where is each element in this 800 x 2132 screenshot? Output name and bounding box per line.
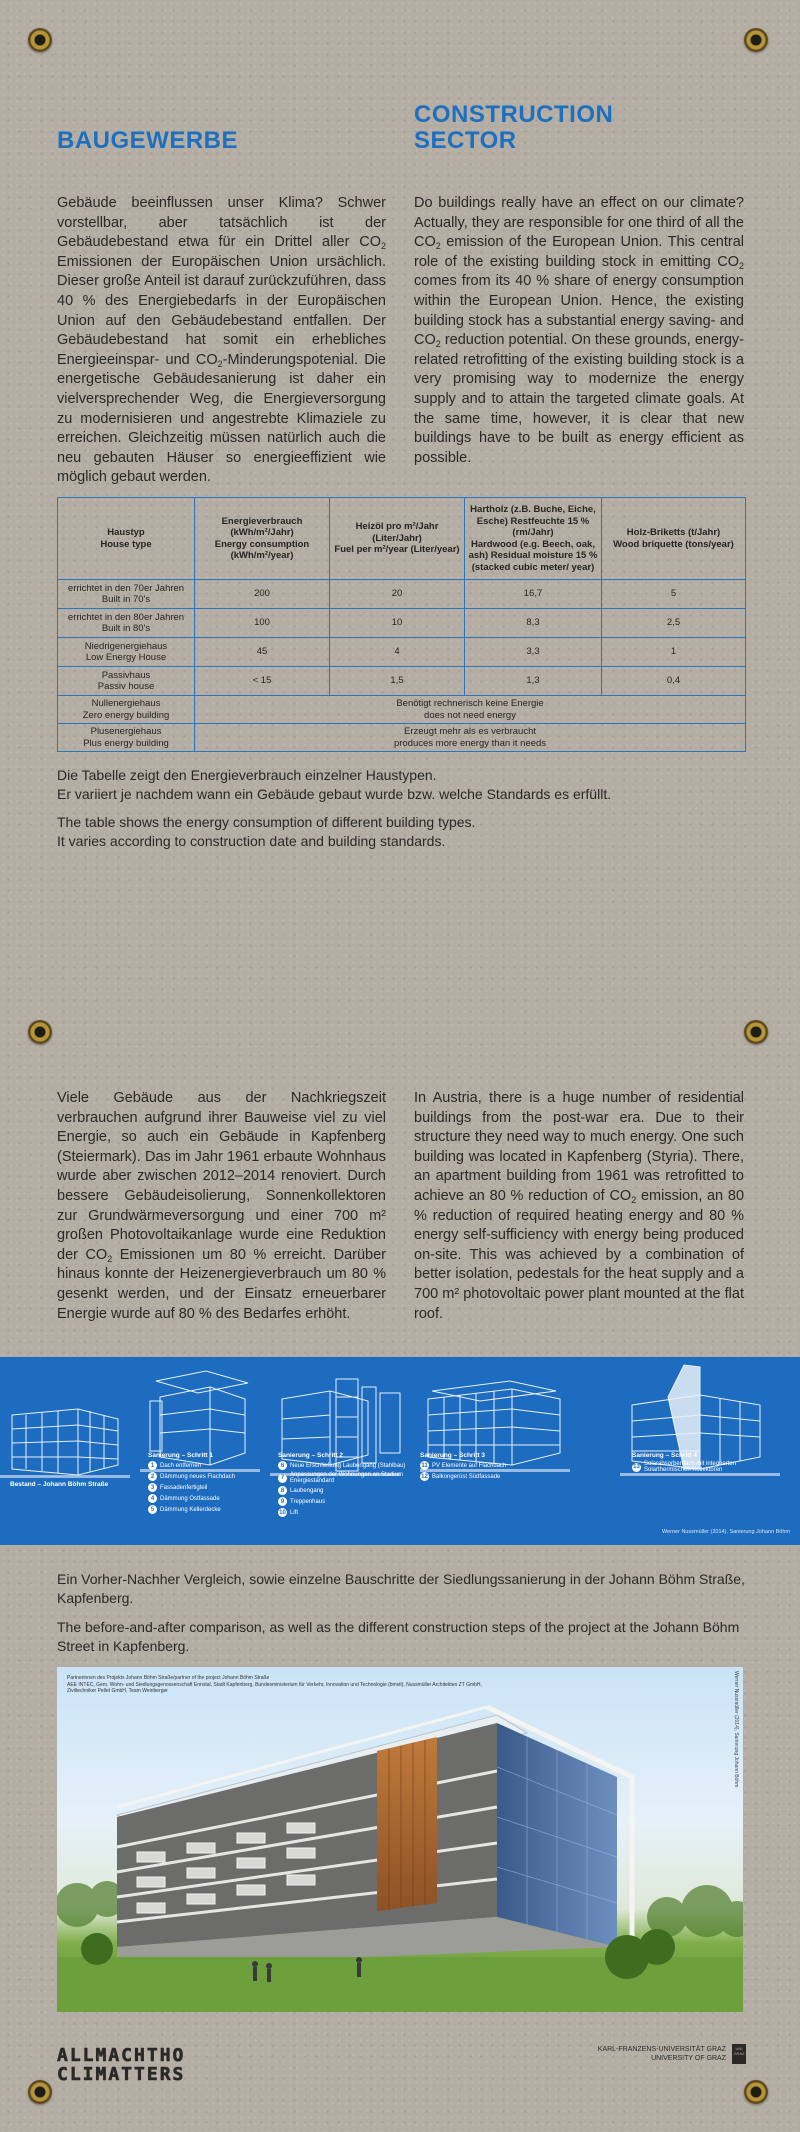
building-illustration <box>57 1667 743 2012</box>
table-row: Niedrigenergiehaus Low Energy House 45 4 3,3 1 <box>58 638 746 667</box>
renovation-steps-banner <box>0 1357 800 1545</box>
table-caption <box>57 766 747 850</box>
table-header-hardwood: Hartholz (z.B. Buche, Eiche, Esche) Restfeuchte 15 % (rm/Jahr) Hardwood (e.g. Beech, oak, ash) Residual moisture 15 % (stacked cubic meter/ year) <box>465 498 602 580</box>
table-header-oil: Heizöl pro m²/Jahr (Liter/Jahr) Fuel per m²/year (Liter/year) <box>330 498 465 580</box>
heading-de: BAUGEWERBE <box>57 127 239 154</box>
table-header-energy: Energieverbrauch (kWh/m²/Jahr) Energy consumption (kWh/m²/year) <box>195 498 330 580</box>
intro-text-de: Gebäude beeinflussen unser Klima? Schwer vorstellbar, aber tatsächlich ist der Gebäudebestand etwa für ein Drittel aller $CO_2$ Emissionen der Europäischen Union ursächlich. Dieser große Anteil ist darauf zurückzuführen, dass 40 % des Energiebedarfs in der Europäischen Union auf den Gebäudebestand entfallen. Der Gebäudebestand hat somit ein erhebliches Energieeinspar- und $CO_2$-Minderungspotenial. Die energetische Gebäudesanierung ist daher ein vielversprechender Weg, die Energieversorgung zu modernisieren und angestrebte Klimaziele zu erreichen. Gleichzeitig müssen natürlich auch die neu gebauten Häuser so energieeffizient wie möglich gebaut werden. <box>57 195 386 486</box>
table-row: Nullenergiehaus Zero energy building Benötigt rechnerisch keine Energie does not need energy <box>58 696 746 724</box>
banner-credit: Werner Nussmüller (2014), Sanierung Johann Böhm <box>662 1529 790 1535</box>
banner-existing-label: Bestand – Johann Böhm Straße <box>10 1481 109 1488</box>
rendering-credit: Werner Nussmüller (2014), Sanierung Johann Böhm <box>733 1671 739 1788</box>
grommet-middle-right <box>744 1020 768 1044</box>
heading-en-line2: SECTOR <box>414 127 517 154</box>
comparison-caption <box>57 1570 747 1656</box>
table-header-house-type: Haustyp House type <box>58 498 195 580</box>
logo-line2: CLIMATTERS <box>57 2064 186 2085</box>
table-row: Plusenergiehaus Plus energy building Erzeugt mehr als es verbraucht produces more energy than it needs <box>58 724 746 752</box>
table-header-row <box>58 498 746 580</box>
allmacht-climatters-logo <box>57 2045 185 2085</box>
grommet-bottom-right <box>744 2080 768 2104</box>
university-emblem-icon: UNI GRAZ <box>732 2044 746 2064</box>
banner-step-1: Sanierung – Schritt 1 1 Dach entfernen 2 Dämmung neues Flachdach 3 Fassadenfertigteil 4 Dämmung Ostfassade 5 Dämmung Kellerdecke <box>148 1452 236 1513</box>
building-rendering <box>57 1667 743 2012</box>
heading-en-line1: CONSTRUCTION <box>414 101 614 128</box>
heading-en <box>414 102 613 154</box>
comparison-caption-de: Ein Vorher-Nachher Vergleich, sowie einzelne Bauschritte der Siedlungssanierung in der Johann Böhm Straße, Kapfenberg. <box>57 1571 745 1606</box>
table-header-briquette: Holz-Briketts (t/Jahr) Wood briquette (tons/year) <box>602 498 746 580</box>
grommet-top-left <box>28 28 52 52</box>
table-row: Passivhaus Passiv house < 15 1,5 1,3 0,4 <box>58 667 746 696</box>
table-row: errichtet in den 80er Jahren Built in 80's 100 10 8,3 2,5 <box>58 609 746 638</box>
grommet-bottom-left <box>28 2080 52 2104</box>
intro-text-en: Do buildings really have an effect on our climate? Actually, they are responsible for one third of all the $CO_2$ emission of the European Union. This central role of the existing building stock in emitting $CO_2$ comes from its 40 % share of energy consumption within the European Union. Hence, the existing building stock has a substantial energy saving- and $CO_2$ reduction potential. On these grounds, energy-related retrofitting of the existing building stock is a very promising way to modernize the energy supply and to attain the targeted climate goals. At the same time, however, it is clear that new buildings have to be built as energy efficient as possible. <box>414 195 744 466</box>
university-name-de: KARL-FRANZENS-UNIVERSITÄT GRAZ <box>597 2046 726 2053</box>
comparison-caption-en: The before-and-after comparison, as well as the different construction steps of the project at the Johann Böhm Street in Kapfenberg. <box>57 1619 740 1654</box>
energy-consumption-table <box>57 497 746 752</box>
logo-line1: ALLMACHTHO <box>57 2045 186 2066</box>
table-row: errichtet in den 70er Jahren Built in 70's 200 20 16,7 5 <box>58 580 746 609</box>
table-caption-de-line2: Er variiert je nachdem wann ein Gebäude gebaut wurde bzw. welche Standards es erfüllt. <box>57 785 612 802</box>
banner-step-2: Sanierung – Schritt 2 6 Neue Erschließung Laubengang (Stahlbau) 7 Anpassungen der Wohnungen an Stadium Energiestandard 8 Laubengang 9 Treppenhaus 10 Lift <box>278 1452 406 1516</box>
kapfenberg-text-de: Viele Gebäude aus der Nachkriegszeit verbrauchen aufgrund ihrer Bauweise viel zu viel Energie, so auch ein Gebäude in Kapfenberg (Steiermark). Das im Jahr 1961 erbaute Wohnhaus wurde aber zwischen 2012–2014 renoviert. Durch bessere Gebäudeisolierung, Sonnenkollektoren zur Grundwärmeversorgung und einer 700 m² großen Photovoltaikanlage wurde eine Reduktion der $CO_2$ Emissionen um 80 % erreicht. Darüber hinaus konnte der Heizenergieverbrauch um 80 % gesenkt werden, und der Einsatz erneuerbarer Energie wurde auf 80 % des Bedarfes erhöht. <box>57 1090 386 1322</box>
kapfenberg-text-en: In Austria, there is a huge number of residential buildings from the post-war era. Due to their structure they need way to much energy. One such building was located in Kapfenberg (Styria). There, an apartment building from 1961 was retrofitted to achieve an 80 % reduction of $CO_2$ emission, an 80 % reduction of required heating energy and 80 % energy self-sufficiency with energy being produced on-site. This was achieved by a combination of better isolation, pedestals for the heat supply and a 700 m² photovoltaic power plant mounted at the flat roof. <box>414 1090 745 1322</box>
table-caption-de-line1: Die Tabelle zeigt den Energieverbrauch einzelner Haustypen. <box>57 767 437 783</box>
university-logo <box>560 2044 746 2064</box>
step1-sketch <box>150 1371 248 1465</box>
grommet-middle-left <box>28 1020 52 1044</box>
banner-step-4: Sanierung – Schritt 4 13 Solarabsorberdach mit integrierten Solarthermischen Kollektoren <box>632 1452 737 1473</box>
grommet-top-right <box>744 28 768 52</box>
university-name-en: UNIVERSITY OF GRAZ <box>651 2055 726 2062</box>
rendering-partners: Partnerinnen des Projekts Johann Böhm Straße/partner of the project Johann Böhm Straße AEE INTEC, Gem. Wohn- und Siedlungsgenossenschaft Ennstal, Stadt Kapfenberg, Bundesministerium für Verkehr, Innovation und Technologie (bmvit), Nussmüller Architekten ZT GmbH, Ziviltechniker Pellet GmbH, Team Weinberger <box>67 1675 482 1694</box>
table-caption-en-line2: It varies according to construction date and building standards. <box>57 832 446 849</box>
existing-building-sketch <box>12 1409 118 1475</box>
table-caption-en-line1: The table shows the energy consumption of different building types. <box>57 814 476 830</box>
banner-step-3: Sanierung – Schritt 3 11 PV Elemente auf Flachdach 12 Balkongerüst Südfassade <box>420 1452 507 1480</box>
